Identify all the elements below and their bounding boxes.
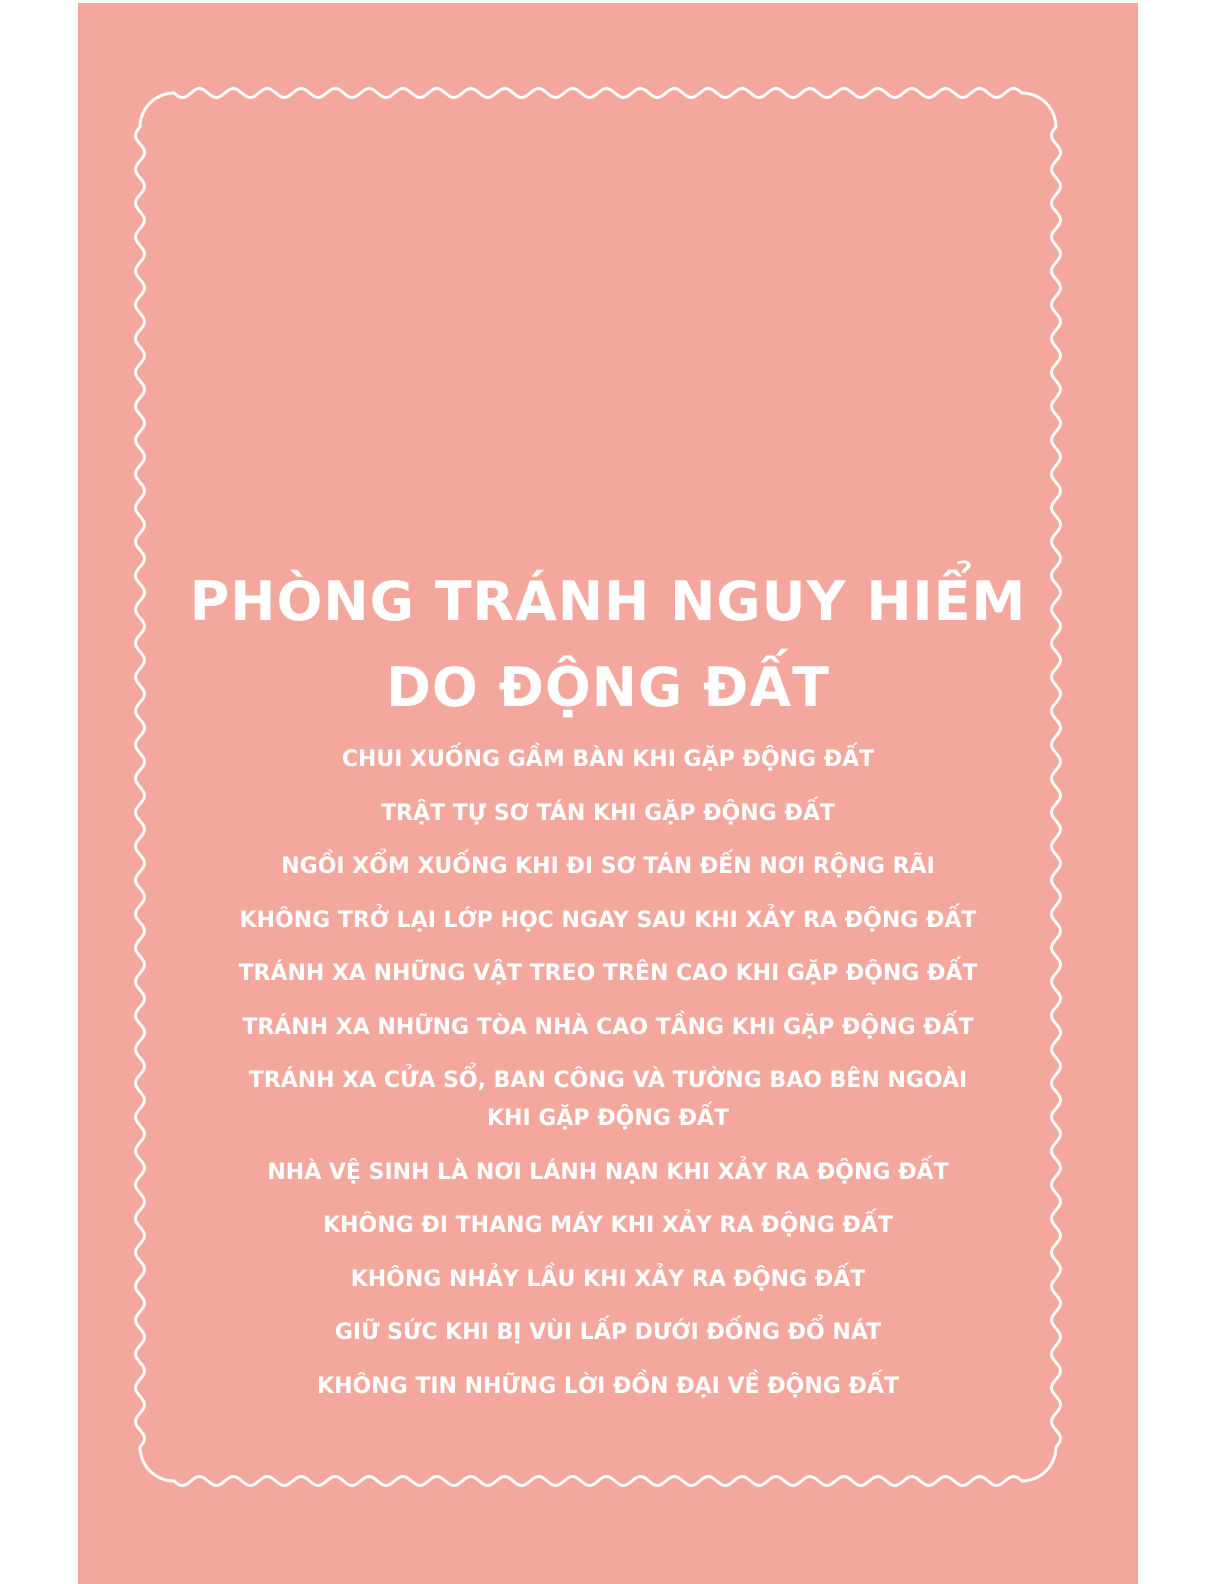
tip-item: KHÔNG NHẢY LẦU KHI XẢY RA ĐỘNG ĐẤT bbox=[350, 1266, 866, 1292]
tip-item: KHÔNG TRỞ LẠI LỚP HỌC NGAY SAU KHI XẢY RA ĐỘNG ĐẤT bbox=[239, 907, 977, 933]
tip-item: TRÁNH XA NHỮNG VẬT TREO TRÊN CAO KHI GẶP ĐỘNG ĐẤT bbox=[238, 961, 978, 986]
tip-item: NGỒI XỔM XUỐNG KHI ĐI SƠ TÁN ĐẾN NƠI RỘNG RÃI bbox=[281, 854, 935, 879]
tip-item: KHÔNG TIN NHỮNG LỜI ĐỒN ĐẠI VỀ ĐỘNG ĐẤT bbox=[317, 1373, 899, 1399]
tip-item: GIỮ SỨC KHI BỊ VÙI LẤP DƯỚI ĐỐNG ĐỔ NÁT bbox=[334, 1320, 882, 1345]
page-title bbox=[78, 559, 1138, 731]
tip-item: TRÁNH XA CỬA SỔ, BAN CÔNG VÀ TƯỜNG BAO BÊN NGOÀI KHI GẶP ĐỘNG ĐẤT bbox=[248, 1068, 968, 1131]
safety-tips-list bbox=[228, 741, 988, 1421]
title-line-2: DO ĐỘNG ĐẤT bbox=[386, 656, 830, 720]
tip-item: TRẬT TỰ SƠ TÁN KHI GẶP ĐỘNG ĐẤT bbox=[381, 800, 835, 826]
title-line-1: PHÒNG TRÁNH NGUY HIỂM bbox=[189, 570, 1027, 634]
tip-item: CHUI XUỐNG GẦM BÀN KHI GẶP ĐỘNG ĐẤT bbox=[341, 747, 875, 772]
tip-item: TRÁNH XA NHỮNG TÒA NHÀ CAO TẦNG KHI GẶP ĐỘNG ĐẤT bbox=[242, 1014, 974, 1040]
tip-item: KHÔNG ĐI THANG MÁY KHI XẢY RA ĐỘNG ĐẤT bbox=[323, 1213, 893, 1238]
poster-page bbox=[78, 3, 1138, 1584]
tip-item: NHÀ VỆ SINH LÀ NƠI LÁNH NẠN KHI XẢY RA ĐỘNG ĐẤT bbox=[267, 1159, 949, 1185]
